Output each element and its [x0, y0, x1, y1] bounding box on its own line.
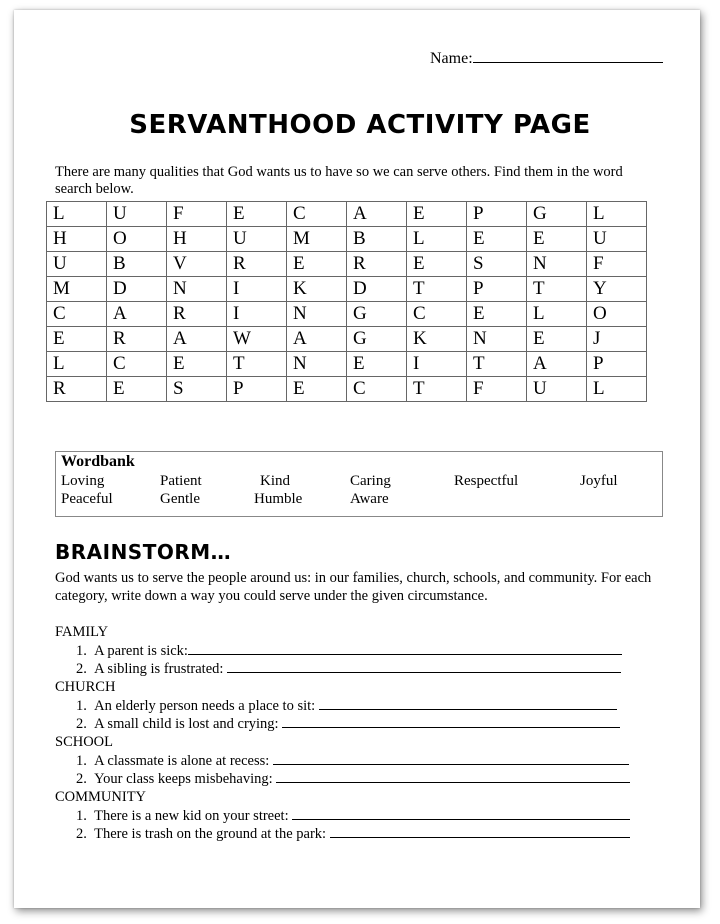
answer-blank[interactable] [227, 660, 621, 673]
grid-cell[interactable]: P [467, 277, 527, 302]
grid-cell[interactable]: U [107, 202, 167, 227]
grid-cell[interactable]: P [227, 377, 287, 402]
grid-cell[interactable]: U [47, 252, 107, 277]
church-item-1 [76, 697, 617, 715]
grid-row [47, 377, 647, 402]
grid-row [47, 327, 647, 352]
grid-cell[interactable]: A [287, 327, 347, 352]
answer-blank[interactable] [276, 770, 630, 783]
grid-cell[interactable]: N [287, 352, 347, 377]
grid-cell[interactable]: M [287, 227, 347, 252]
grid-cell[interactable]: F [587, 252, 647, 277]
grid-cell[interactable]: E [287, 377, 347, 402]
community-item-2 [76, 825, 630, 843]
item-prompt: A sibling is frustrated: [94, 661, 224, 677]
wordbank-word: Gentle [160, 491, 200, 507]
grid-cell[interactable]: L [527, 302, 587, 327]
item-number: 1. [76, 753, 87, 769]
grid-cell[interactable]: Y [587, 277, 647, 302]
answer-blank[interactable] [319, 697, 617, 710]
grid-cell[interactable]: J [587, 327, 647, 352]
wordbank-word: Aware [350, 491, 389, 507]
grid-cell[interactable]: A [167, 327, 227, 352]
school-item-2 [76, 770, 630, 788]
grid-cell[interactable]: M [47, 277, 107, 302]
grid-cell[interactable]: F [467, 377, 527, 402]
grid-cell[interactable]: E [527, 227, 587, 252]
grid-cell[interactable]: R [227, 252, 287, 277]
intro-text: There are many qualities that God wants us to have so we can serve others. Find them in the word search below. [55, 164, 623, 197]
grid-cell[interactable]: R [107, 327, 167, 352]
answer-blank[interactable] [282, 715, 620, 728]
church-item-2 [76, 715, 620, 733]
grid-cell[interactable]: I [227, 302, 287, 327]
grid-cell[interactable]: E [167, 352, 227, 377]
school-item-1 [76, 752, 629, 770]
grid-cell[interactable]: E [527, 327, 587, 352]
grid-cell[interactable]: I [227, 277, 287, 302]
brainstorm-text: God wants us to serve the people around us: in our families, church, schools, and community. For each category, write down a way you could serve under the given circumstance. [55, 570, 652, 604]
wordbank-word: Kind [260, 473, 290, 489]
grid-row [47, 277, 647, 302]
grid-cell[interactable]: E [347, 352, 407, 377]
grid-cell[interactable]: L [47, 202, 107, 227]
item-prompt: Your class keeps misbehaving: [94, 771, 273, 787]
item-prompt: A parent is sick: [94, 643, 188, 659]
grid-row [47, 352, 647, 377]
grid-cell[interactable]: K [407, 327, 467, 352]
item-prompt: An elderly person needs a place to sit: [94, 698, 316, 714]
wordbank-word: Joyful [580, 473, 618, 489]
word-search-grid [46, 201, 647, 402]
section-family: FAMILY [55, 624, 109, 640]
grid-cell[interactable]: P [467, 202, 527, 227]
grid-cell[interactable]: E [287, 252, 347, 277]
section-school: SCHOOL [55, 734, 114, 750]
grid-cell[interactable]: T [227, 352, 287, 377]
wordbank-word: Respectful [454, 473, 519, 489]
grid-cell[interactable]: L [587, 202, 647, 227]
item-number: 1. [76, 808, 87, 824]
item-number: 2. [76, 716, 87, 732]
answer-blank[interactable] [292, 807, 630, 820]
grid-cell[interactable]: E [407, 202, 467, 227]
grid-cell[interactable]: O [587, 302, 647, 327]
grid-cell[interactable]: W [227, 327, 287, 352]
grid-cell[interactable]: U [587, 227, 647, 252]
grid-cell[interactable]: S [467, 252, 527, 277]
wordbank-word: Patient [160, 473, 202, 489]
grid-cell[interactable]: E [47, 327, 107, 352]
grid-cell[interactable]: C [407, 302, 467, 327]
grid-cell[interactable]: D [107, 277, 167, 302]
wordbank-word: Humble [254, 491, 303, 507]
grid-cell[interactable]: T [407, 277, 467, 302]
grid-cell[interactable]: P [587, 352, 647, 377]
grid-cell[interactable]: E [107, 377, 167, 402]
grid-cell[interactable]: G [347, 327, 407, 352]
grid-row [47, 202, 647, 227]
grid-cell[interactable]: L [587, 377, 647, 402]
grid-cell[interactable]: E [407, 252, 467, 277]
family-item-2 [76, 660, 621, 678]
grid-cell[interactable]: E [467, 227, 527, 252]
item-prompt: A small child is lost and crying: [94, 716, 279, 732]
grid-cell[interactable]: N [467, 327, 527, 352]
grid-cell[interactable]: G [527, 202, 587, 227]
grid-row [47, 302, 647, 327]
grid-cell[interactable]: L [47, 352, 107, 377]
grid-cell[interactable]: D [347, 277, 407, 302]
grid-cell[interactable]: K [287, 277, 347, 302]
grid-cell[interactable]: U [227, 227, 287, 252]
name-blank[interactable] [473, 50, 663, 63]
grid-cell[interactable]: R [47, 377, 107, 402]
grid-cell[interactable]: C [107, 352, 167, 377]
brainstorm-title: BRAINSTORM… [55, 540, 232, 564]
grid-cell[interactable]: N [167, 277, 227, 302]
grid-cell[interactable]: L [407, 227, 467, 252]
community-item-1 [76, 807, 630, 825]
grid-cell[interactable]: C [47, 302, 107, 327]
grid-cell[interactable]: T [527, 277, 587, 302]
section-church: CHURCH [55, 679, 116, 695]
wordbank-word: Peaceful [61, 491, 113, 507]
item-number: 1. [76, 698, 87, 714]
page-title: SERVANTHOOD ACTIVITY PAGE [129, 110, 591, 140]
section-community: COMMUNITY [55, 789, 147, 805]
grid-cell[interactable]: A [347, 202, 407, 227]
grid-cell[interactable]: T [467, 352, 527, 377]
grid-cell[interactable]: G [347, 302, 407, 327]
grid-cell[interactable]: B [347, 227, 407, 252]
grid-cell[interactable]: N [527, 252, 587, 277]
name-field[interactable] [430, 50, 663, 68]
grid-row [47, 252, 647, 277]
grid-cell[interactable]: T [407, 377, 467, 402]
grid-cell[interactable]: H [47, 227, 107, 252]
answer-blank[interactable] [188, 642, 622, 655]
item-number: 2. [76, 826, 87, 842]
grid-cell[interactable]: R [167, 302, 227, 327]
item-prompt: A classmate is alone at recess: [94, 753, 270, 769]
grid-cell[interactable]: E [467, 302, 527, 327]
grid-cell[interactable]: S [167, 377, 227, 402]
answer-blank[interactable] [330, 825, 630, 838]
grid-cell[interactable]: F [167, 202, 227, 227]
wordbank-word: Caring [350, 473, 391, 489]
grid-cell[interactable]: R [347, 252, 407, 277]
grid-cell[interactable]: N [287, 302, 347, 327]
grid-cell[interactable]: O [107, 227, 167, 252]
grid-cell[interactable]: C [347, 377, 407, 402]
grid-cell[interactable]: E [227, 202, 287, 227]
item-number: 2. [76, 771, 87, 787]
grid-cell[interactable]: U [527, 377, 587, 402]
answer-blank[interactable] [273, 752, 629, 765]
item-prompt: There is a new kid on your street: [94, 808, 289, 824]
wordbank-box [55, 451, 663, 517]
grid-cell[interactable]: I [407, 352, 467, 377]
grid-cell[interactable]: V [167, 252, 227, 277]
grid-cell[interactable]: A [527, 352, 587, 377]
item-number: 1. [76, 643, 87, 659]
name-label: Name: [430, 50, 473, 67]
grid-cell[interactable]: C [287, 202, 347, 227]
wordbank-title: Wordbank [61, 453, 135, 470]
grid-cell[interactable]: B [107, 252, 167, 277]
family-item-1 [76, 642, 622, 660]
grid-cell[interactable]: A [107, 302, 167, 327]
grid-cell[interactable]: H [167, 227, 227, 252]
item-prompt: There is trash on the ground at the park: [94, 826, 327, 842]
grid-row [47, 227, 647, 252]
item-number: 2. [76, 661, 87, 677]
wordbank-word: Loving [61, 473, 105, 489]
